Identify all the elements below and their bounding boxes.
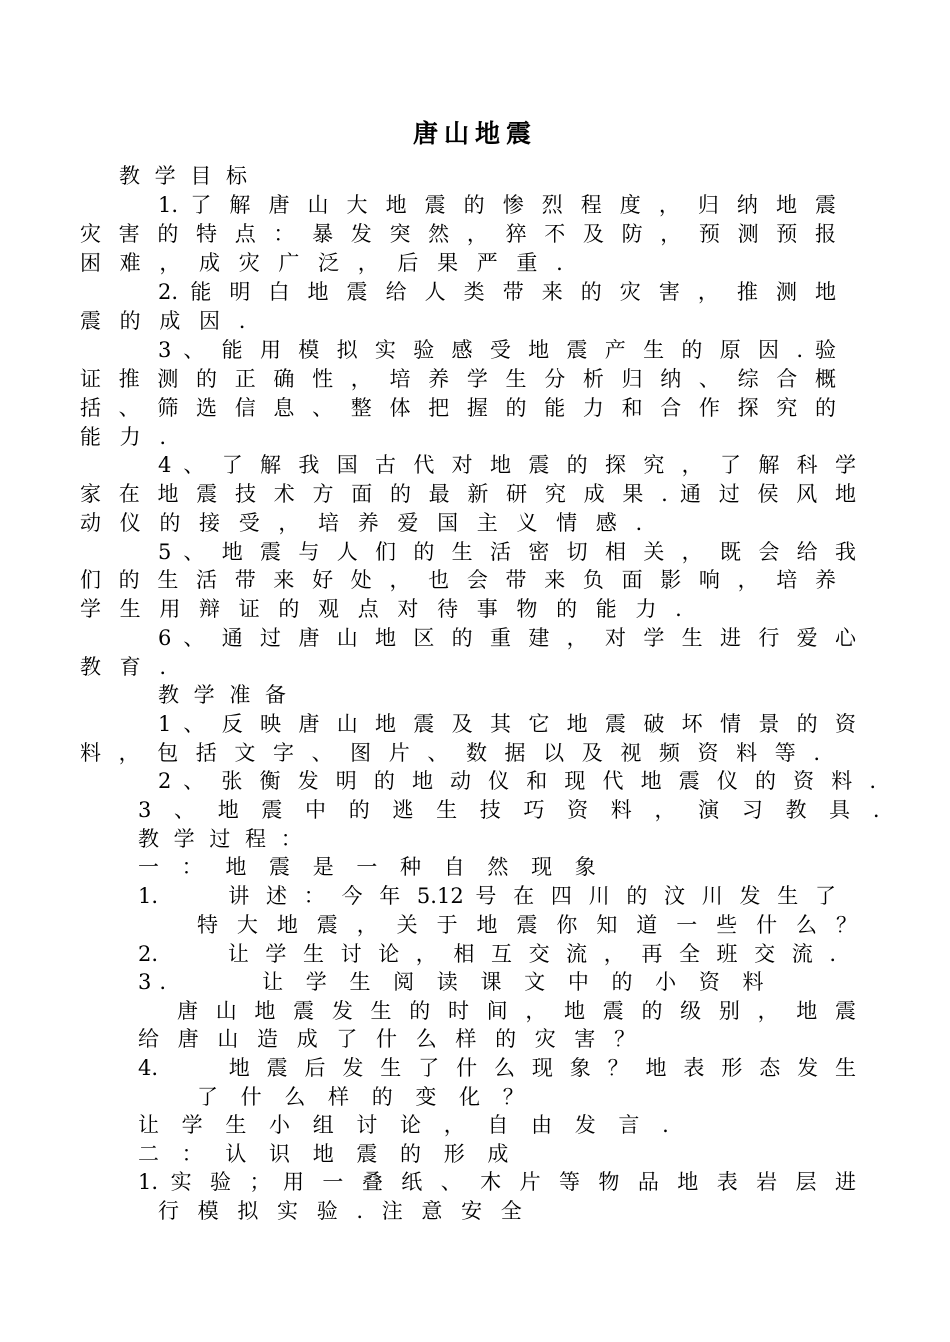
list-item-continued: 行 模 拟 实 验 . 注 意 安 全	[158, 1199, 528, 1223]
paragraph-line: 4 、 了 解 我 国 古 代 对 地 震 的 探 究 ， 了 解 科 学	[158, 453, 856, 477]
paragraph-line: 3 、 能 用 模 拟 实 验 感 受 地 震 产 生 的 原 因 . 验	[158, 338, 836, 362]
paragraph-line: 1. 了 解 唐 山 大 地 震 的 惨 烈 程 度 ， 归 纳 地 震	[158, 193, 836, 217]
paragraph-line: 让 学 生 小 组 讨 论 ， 自 由 发 言 .	[138, 1113, 677, 1137]
paragraph-line: 震 的 成 因 .	[80, 309, 252, 333]
heading-preparation: 教 学 准 备	[158, 683, 291, 707]
list-item: 1. 讲 述 ： 今 年 5.12 号 在 四 川 的 汶 川 发 生 了	[138, 884, 836, 908]
paragraph-line: 学 生 用 辩 证 的 观 点 对 待 事 物 的 能 力 .	[80, 597, 688, 621]
list-item-continued: 了 什 么 样 的 变 化 ？	[197, 1085, 532, 1109]
paragraph-line: 1 、 反 映 唐 山 地 震 及 其 它 地 震 破 坏 情 景 的 资	[158, 712, 856, 736]
paragraph-line: 5 、 地 震 与 人 们 的 生 活 密 切 相 关 ， 既 会 给 我	[158, 540, 856, 564]
heading-process: 教 学 过 程 ：	[138, 827, 306, 851]
paragraph-line: 灾 害 的 特 点 ： 暴 发 突 然 ， 猝 不 及 防 ， 预 测 预 报	[80, 222, 836, 246]
paragraph-line: 料 ， 包 括 文 字 、 图 片 、 数 据 以 及 视 频 资 料 等 .	[80, 741, 820, 765]
paragraph-line: 们 的 生 活 带 来 好 处 ， 也 会 带 来 负 面 影 响 ， 培 养	[80, 568, 836, 592]
paragraph-line: 唐 山 地 震 发 生 的 时 间 ， 地 震 的 级 别 ， 地 震	[177, 999, 856, 1023]
list-item: 3. 让 学 生 阅 读 课 文 中 的 小 资 料	[138, 970, 772, 994]
list-item: 1. 实 验 ； 用 一 叠 纸 、 木 片 等 物 品 地 表 岩 层 进	[138, 1170, 856, 1194]
paragraph-line: 教 育 .	[80, 655, 173, 679]
paragraph-line: 3 、 地 震 中 的 逃 生 技 巧 资 料 ， 演 习 教 具 .	[138, 798, 888, 822]
paragraph-line: 6 、 通 过 唐 山 地 区 的 重 建 ， 对 学 生 进 行 爱 心	[158, 626, 856, 650]
paragraph-line: 括 、 筛 选 信 息 、 整 体 把 握 的 能 力 和 合 作 探 究 的	[80, 396, 836, 420]
paragraph-line: 给 唐 山 造 成 了 什 么 样 的 灾 害 ？	[138, 1027, 642, 1051]
paragraph-line: 证 推 测 的 正 确 性 ， 培 养 学 生 分 析 归 纳 、 综 合 概	[80, 367, 836, 391]
paragraph-line: 2. 能 明 白 地 震 给 人 类 带 来 的 灾 害 ， 推 测 地	[158, 280, 836, 304]
section-heading: 一 ： 地 震 是 一 种 自 然 现 象	[138, 855, 604, 879]
paragraph-line: 家 在 地 震 技 术 方 面 的 最 新 研 究 成 果 . 通 过 侯 风 地	[80, 482, 856, 506]
paragraph-line: 困 难 ， 成 灾 广 泛 ， 后 果 严 重 .	[80, 251, 569, 275]
paragraph-line: 动 仪 的 接 受 ， 培 养 爱 国 主 义 情 感 .	[80, 511, 649, 535]
list-item-continued: 特 大 地 震 ， 关 于 地 震 你 知 道 一 些 什 么 ？	[197, 913, 857, 937]
list-item: 4. 地 震 后 发 生 了 什 么 现 象 ？ 地 表 形 态 发 生	[138, 1056, 856, 1080]
section-heading: 二 ： 认 识 地 震 的 形 成	[138, 1142, 517, 1166]
document-title: 唐山地震	[412, 119, 537, 148]
heading-objectives: 教 学 目 标	[119, 164, 252, 188]
list-item: 2. 让 学 生 讨 论 ， 相 互 交 流 ， 再 全 班 交 流 .	[138, 942, 836, 966]
paragraph-line: 能 力 .	[80, 425, 173, 449]
paragraph-line: 2 、 张 衡 发 明 的 地 动 仪 和 现 代 地 震 仪 的 资 料 .	[158, 769, 876, 793]
